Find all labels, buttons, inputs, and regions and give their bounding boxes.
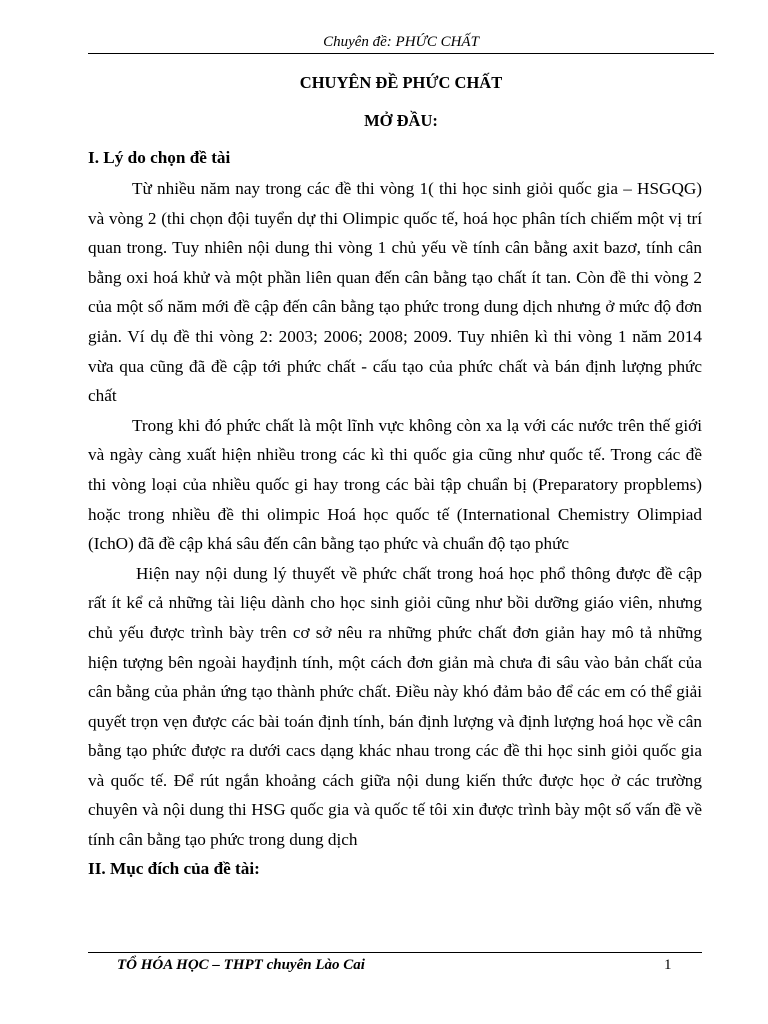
document-title: CHUYÊN ĐỀ PHỨC CHẤT: [299, 73, 503, 92]
header-rule: [88, 53, 714, 54]
running-header: Chuyên đề: PHỨC CHẤT: [323, 34, 479, 50]
paragraph: Từ nhiều năm nay trong các đề thi vòng 1( thi học sinh giỏi quốc gia – HSGQG) và vòng 2 (thi chọn đội tuyển dự thi Olimpic quốc tế, hoá học phân tích chiếm một vị trí quan trong. Tuy nhiên nội dung thi vòng 1 chủ yếu về tính cân bằng axit bazơ, tính cân bằng oxi hoá khử và một phần liên quan đến cân bằng tạo chất ít tan. Còn đề thi vòng 2 của một số năm mới đề cập đến cân bằng tạo phức trong dung dịch nhưng ở mức độ đơn giản. Ví dụ đề thi vòng 2: 2003; 2006; 2008; 2009. Tuy nhiên kì thi vòng 1 năm 2014 vừa qua cũng đã đề cập tới phức chất - cấu tạo của phức chất và bán định lượng phức chất: [88, 179, 702, 406]
paragraph: Trong khi đó phức chất là một lĩnh vực không còn xa lạ với các nước trên thế giới và ngày càng xuất hiện nhiều trong các kì thi quốc gia cũng như quốc tế. Trong các đề thi vòng loại của nhiều quốc gi hay trong các bài tập chuẩn bị (Preparatory propblems) hoặc trong nhiều đề thi olimpic Hoá học quốc tế (International Chemistry Olimpiad (IchO) đã đề cập khá sâu đến cân bằng tạo phức và chuẩn độ tạo phức: [88, 415, 702, 554]
footer-department: TỔ HÓA HỌC – THPT chuyên Lào Cai: [117, 957, 365, 973]
document-subtitle: MỞ ĐẦU:: [364, 111, 438, 130]
document-body: [88, 146, 702, 885]
footer-rule: [88, 952, 702, 953]
paragraph: Hiện nay nội dung lý thuyết về phức chất trong hoá học phổ thông được đề cập rất ít kể cả những tài liệu dành cho học sinh giỏi cũng như bồi dưỡng giáo viên, nhưng chủ yếu được trình bày trên cơ sở nêu ra những phức chất đơn giản hay mô tả những hiện tượng bên ngoài hayđịnh tính, một cách đơn giản mà chưa đi sâu vào bản chất của cân bằng của phản ứng tạo thành phức chất. Điều này khó đảm bảo để các em có thể giải quyết trọn vẹn được các bài toán định tính, bán định lượng và định lượng hoá học về cân bằng tạo phức được ra dưới cacs dạng khác nhau trong các đề thi học sinh giỏi quốc gia và quốc tế. Để rút ngắn khoảng cách giữa nội dung kiến thức được học ở các trường chuyên và nội dung thi HSG quốc gia và quốc tế tôi xin được trình bày một số vấn đề về tính cân bằng tạo phức trong dung dịch: [88, 563, 702, 850]
page-number: 1: [664, 957, 672, 973]
section-heading-reason: I. Lý do chọn đề tài: [88, 148, 231, 167]
section-heading-purpose: II. Mục đích của đề tài:: [88, 858, 260, 878]
